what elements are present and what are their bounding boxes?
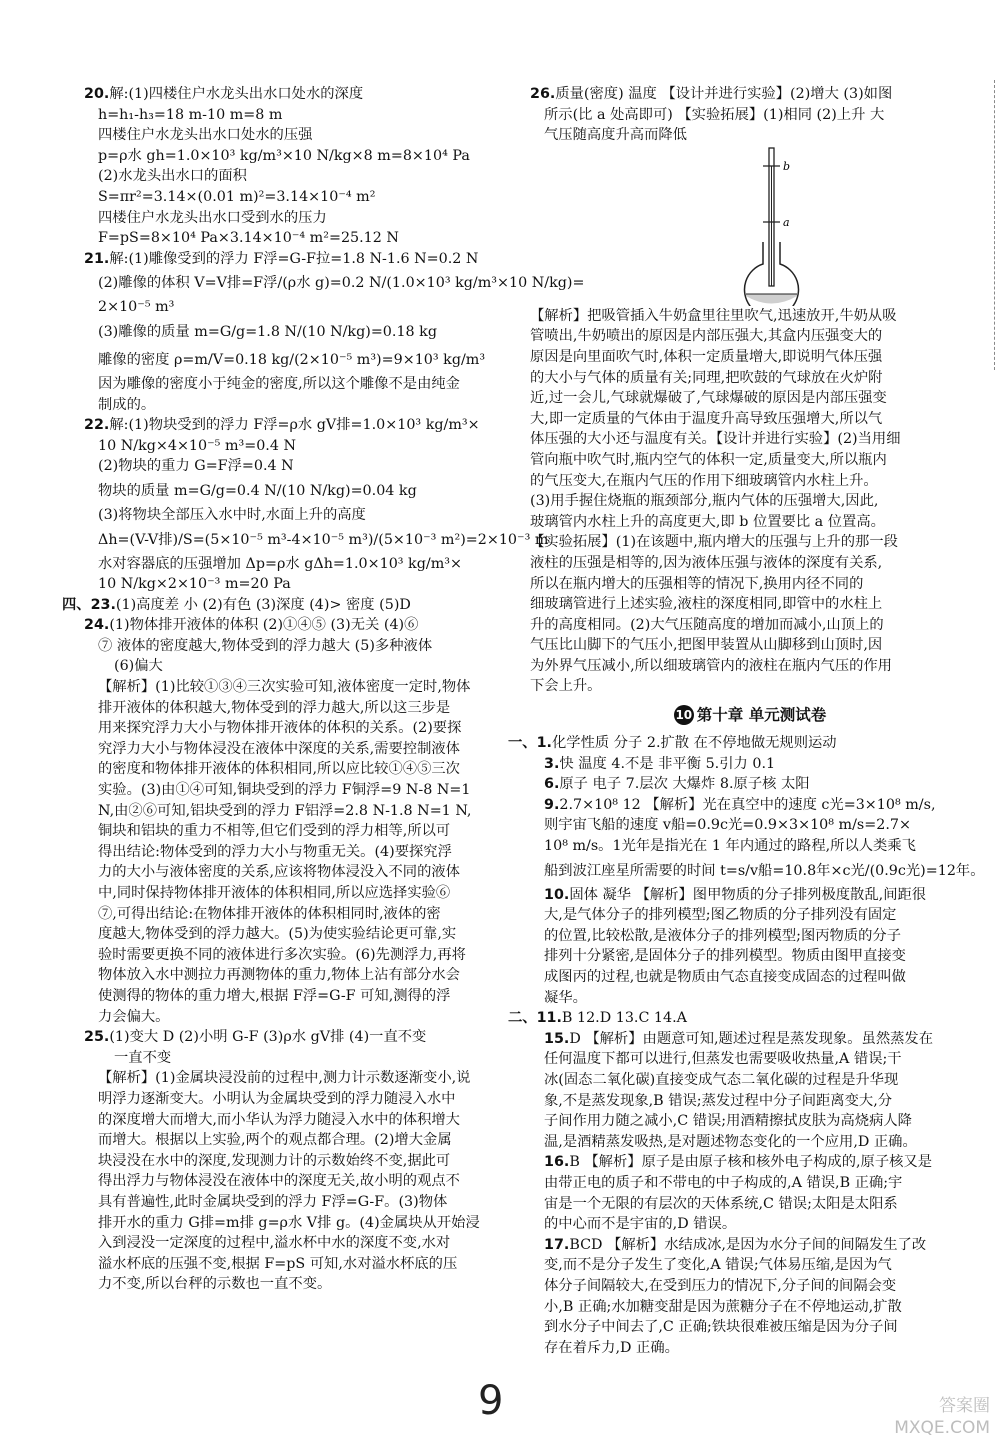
q26-analysis-line: 气压比山脚下的气压小,把图甲装置从山脚移到山顶时,因 bbox=[530, 637, 883, 654]
question-number: 17. bbox=[544, 1236, 570, 1253]
q26-analysis-line: 管向瓶中吹气时,瓶内空气的体积一定,质量变大,所以瓶内 bbox=[530, 451, 887, 468]
ch10-line: 10.固体 凝华 【解析】图甲物质的分子排列极度散乱,间距很 bbox=[544, 886, 927, 903]
flask-diagram bbox=[530, 146, 970, 306]
ch10-line: 宙是一个无限的有层次的天体系统,C 错误;太阳是太阳系 bbox=[544, 1195, 898, 1212]
q22-line: (2)物块的重力 G=F浮=0.4 N bbox=[98, 458, 294, 475]
watermark-line: 答案圈 bbox=[939, 1396, 990, 1416]
ch10-line: 由带正电的质子和不带电的中子构成的,A 错误,B 正确;宇 bbox=[544, 1174, 903, 1191]
q25-analysis-line: 入到浸没一定深度的过程中,溢水杯中水的深度不变,水对 bbox=[98, 1235, 451, 1252]
question-number: 9. bbox=[544, 796, 560, 813]
q24-analysis-line: 【解析】(1)比较①③④三次实验可知,液体密度一定时,物体 bbox=[98, 679, 471, 696]
q22-line: (3)将物块全部压入水中时,水面上升的高度 bbox=[98, 506, 366, 523]
question-number: 3. bbox=[544, 755, 560, 772]
q24-analysis-line: 中,同时保持物体排开液体的体积相同,所以应选择实验⑥ bbox=[98, 885, 451, 901]
ch10-line: 变,而不是分子发生了变化,A 错误;气体易压缩,是因为气 bbox=[544, 1257, 892, 1274]
q24-analysis-line: ⑦,可得出结论:在物体排开液体的体积相同时,液体的密 bbox=[98, 905, 441, 922]
q21-line: 雕像的密度 ρ=m/V=0.18 kg/(2×10⁻⁵ m³)=9×10³ kg/m³ bbox=[98, 351, 486, 368]
ch10-line: 任何温度下都可以进行,但蒸发也需要吸收热量,A 错误;干 bbox=[544, 1051, 902, 1068]
ch10-line: 小,B 正确;水加糖变甜是因为蔗糖分子在不停地运动,扩散 bbox=[544, 1298, 902, 1315]
q24-analysis-line: 用来探究浮力大小与物体排开液体的体积的关系。(2)要探 bbox=[98, 720, 462, 737]
q25-line: 25.(1)变大 D (2)小明 G-F (3)ρ水 gV排 (4)一直不变 bbox=[84, 1029, 427, 1046]
q26-analysis-line: 的气压变大,在瓶内气压的作用下细玻璃管内水柱上升。 bbox=[530, 472, 878, 489]
ch10-line: 子间作用力随之减小,C 错误;用酒精擦拭皮肤为高烧病人降 bbox=[544, 1113, 912, 1130]
q25-analysis-line: 明浮力逐渐变大。小明认为金属块受到的浮力随浸入水中 bbox=[98, 1090, 456, 1107]
q26-analysis-line: 为外界气压减小,所以细玻璃管内的液柱在瓶内气压的作用 bbox=[530, 657, 892, 674]
question-number: 26. bbox=[530, 86, 556, 102]
q21-line: 2×10⁻⁵ m³ bbox=[98, 299, 175, 316]
right-column-top bbox=[508, 84, 985, 1358]
ch10-line: 体分子间隔较大,在受到压力的情况下,分子间的间隔会变 bbox=[544, 1277, 897, 1294]
question-number: 25. bbox=[84, 1029, 110, 1046]
chapter-number-badge: 10 bbox=[674, 705, 694, 725]
q22-line: Δh=(V-V排)/S=(5×10⁻⁵ m³-4×10⁻⁵ m³)/(5×10⁻³ m²)=2×10⁻³ m bbox=[98, 531, 549, 548]
question-number: 一、1. bbox=[508, 735, 552, 752]
flask-liquid bbox=[746, 294, 797, 304]
ch10-line: 象,不是蒸发现象,B 错误;蒸发过程中分子间距离变大,分 bbox=[544, 1092, 893, 1109]
question-number: 6. bbox=[544, 776, 560, 793]
question-number: 二、11. bbox=[508, 1010, 562, 1027]
q20-line: h=h₁-h₃=18 m-10 m=8 m bbox=[98, 106, 283, 123]
q24-line: (6)偏大 bbox=[114, 658, 163, 675]
q21-line: 制成的。 bbox=[98, 396, 156, 413]
q26-analysis-line: 大,即一定质量的气体由于温度升高导致压强增大,所以气 bbox=[530, 410, 883, 427]
q24-line: ⑦ 液体的密度越大,物体受到的浮力越大 (5)多种液体 bbox=[98, 637, 433, 654]
ch10-line: 大,是气体分子的排列模型;图乙物质的分子排列没有固定 bbox=[544, 907, 897, 924]
q24-analysis-line: 的密度和物体排开液体的体积相同,所以应比较①④⑤三次 bbox=[98, 761, 460, 778]
q24-analysis-line: 验时需要更换不同的液体进行多次实验。(6)先测浮力,再将 bbox=[98, 946, 466, 963]
q25-analysis-line: 块浸没在水中的深度,发现测力计的示数始终不变,据此可 bbox=[98, 1152, 451, 1169]
q21-line: 21.解:(1)雕像受到的浮力 F浮=G-F拉=1.8 N-1.6 N=0.2 N bbox=[84, 250, 479, 267]
q22-line: 物块的质量 m=G/g=0.4 N/(10 N/kg)=0.04 kg bbox=[98, 482, 417, 499]
q26-analysis-line: 【解析】把吸管插入牛奶盒里往里吹气,迅速放开,牛奶从吸 bbox=[530, 307, 897, 324]
q26-analysis-line: 原因是向里面吹气时,体积一定质量增大,即说明气体压强 bbox=[530, 348, 883, 365]
ch10-line: 6.原子 电子 7.层次 大爆炸 8.原子核 太阳 bbox=[544, 776, 810, 793]
q24-analysis-line: N,由②⑥可知,铝块受到的浮力 F铝浮=2.8 N-1.8 N=1 N, bbox=[98, 802, 472, 819]
q26-analysis-line: 体压强的大小还与温度有关。【设计并进行实验】(2)当用细 bbox=[530, 431, 901, 448]
q21-line: 因为雕像的密度小于纯金的密度,所以这个雕像不是由纯金 bbox=[98, 375, 460, 392]
q20-line: (2)水龙头出水口的面积 bbox=[98, 168, 247, 185]
ch10-line: 9.2.7×10⁸ 12 【解析】光在真空中的速度 c光=3×10⁸ m/s, bbox=[544, 796, 936, 813]
ch10-line: 成图丙的过程,也就是物质由气态直接变成固态的过程叫做 bbox=[544, 969, 906, 985]
q22-line: 10 N/kg×2×10⁻³ m=20 Pa bbox=[98, 576, 291, 593]
q25-line: 一直不变 bbox=[114, 1049, 172, 1066]
q20-line: 四楼住户水龙头出水口处水的压强 bbox=[98, 127, 313, 144]
q25-analysis-line: 的深度增大而增大,而小华认为浮力随浸入水中的体积增大 bbox=[98, 1111, 460, 1128]
q24-analysis-line: 力会偏大。 bbox=[98, 1008, 170, 1025]
flask-apparatus-figure bbox=[530, 146, 970, 306]
q24-analysis-line: 铜块和铝块的重力不相等,但它们受到的浮力相等,所以可 bbox=[98, 823, 451, 840]
q24-analysis-line: 得出结论:物体受到的浮力大小与物重无关。(4)要探究浮 bbox=[98, 843, 452, 860]
q23-line: 四、23.(1)高度差 小 (2)有色 (3)深度 (4)> 密度 (5)D bbox=[62, 596, 411, 613]
q22-line: 10 N/kg×4×10⁻⁵ m³=0.4 N bbox=[98, 437, 297, 454]
q20-line: 四楼住户水龙头出水口受到水的压力 bbox=[98, 209, 327, 226]
q25-analysis-line: 【解析】(1)金属块浸没前的过程中,测力计示数逐渐变小,说 bbox=[98, 1070, 471, 1087]
q26-line: 所示(比 a 处高即可) 【实验拓展】(1)相同 (2)上升 大 bbox=[544, 106, 885, 123]
q26-analysis-line: 的大小与气体的质量有关;同理,把吹鼓的气球放在火炉附 bbox=[530, 369, 883, 386]
q24-analysis-line: 力的大小与液体密度的关系,应该将物体浸没入不同的液体 bbox=[98, 864, 460, 881]
ch10-line: 则宇宙飞船的速度 v船=0.9c光=0.9×3×10⁸ m/s=2.7× bbox=[544, 817, 911, 834]
q21-line: (2)雕像的体积 V=V排=F浮/(ρ水 g)=0.2 N/(1.0×10³ kg/m³×10 N/kg)= bbox=[98, 275, 585, 292]
page-edge-marker bbox=[994, 80, 1000, 370]
question-number: 22. bbox=[84, 417, 110, 434]
q22-line: 22.解:(1)物块受到的浮力 F浮=ρ水 gV排=1.0×10³ kg/m³× bbox=[84, 417, 480, 434]
page-number: 9 bbox=[478, 1378, 504, 1424]
ch10-line: 船到波江座星所需要的时间 t=s/v船=10.8年×c光/(0.9c光)=12年。 bbox=[544, 862, 985, 879]
q20-line: F=pS=8×10⁴ Pa×3.14×10⁻⁴ m²=25.12 N bbox=[98, 230, 399, 247]
ch10-line: 3.快 温度 4.不是 非平衡 5.引力 0.1 bbox=[544, 755, 776, 772]
question-number: 16. bbox=[544, 1154, 570, 1171]
question-number: 24. bbox=[84, 617, 110, 634]
ch10-line: 一、1.化学性质 分子 2.扩散 在不停地做无规则运动 bbox=[508, 735, 837, 752]
ch10-line: 15.D 【解析】由题意可知,题述过程是蒸发现象。虽然蒸发在 bbox=[544, 1030, 934, 1047]
watermark-line: MXQE.COM bbox=[894, 1418, 990, 1438]
watermark bbox=[894, 1395, 990, 1439]
ch10-line: 温,是酒精蒸发吸热,是对题述物态变化的一个应用,D 正确。 bbox=[544, 1133, 917, 1150]
q24-analysis-line: 度越大,物体受到的浮力越大。(5)为使实验结论更可靠,实 bbox=[98, 926, 457, 943]
q26-analysis-line: 下会上升。 bbox=[530, 678, 602, 695]
ch10-line: 存在着斥力,D 正确。 bbox=[544, 1339, 679, 1356]
q25-analysis-line: 而增大。根据以上实验,两个的观点都合理。(2)增大金属 bbox=[98, 1132, 452, 1149]
ch10-line: 10⁸ m/s。1光年是指光在 1 年内通过的路程,所以人类乘飞 bbox=[544, 838, 916, 855]
q20-line: S=πr²=3.14×(0.01 m)²=3.14×10⁻⁴ m² bbox=[98, 188, 376, 205]
q22-line: 水对容器底的压强增加 Δp=ρ水 gΔh=1.0×10³ kg/m³× bbox=[98, 555, 462, 572]
ch10-line: 到水分子中间去了,C 正确;铁块很难被压缩是因为分子间 bbox=[544, 1319, 898, 1336]
q26-analysis-line: 【实验拓展】(1)在该题中,瓶内增大的压强与上升的那一段 bbox=[530, 534, 898, 551]
q25-analysis-line: 力不变,所以台秤的示数也一直不变。 bbox=[98, 1276, 332, 1293]
question-number: 15. bbox=[544, 1030, 570, 1047]
ch10-line: 排列十分紧密,是固体分子的排列模型。物质由图甲直接变 bbox=[544, 948, 906, 965]
q26-analysis-line: 近,过一会儿,气球就爆破了,气球爆破的原因是内部压强变 bbox=[530, 390, 887, 407]
q24-analysis-line: 使测得的物体的重力增大,根据 F浮=G-F 可知,测得的浮 bbox=[98, 987, 451, 1004]
q25-analysis-line: 得出浮力与物体浸没在液体中的深度无关,故小明的观点不 bbox=[98, 1173, 460, 1190]
q25-analysis-line: 具有普遍性,此时金属块受到的浮力 F浮=G-F。(3)物体 bbox=[98, 1193, 448, 1210]
q26-analysis-line: 液柱的压强是相等的,因为液体压强与液体的深度有关系, bbox=[530, 554, 883, 571]
q26-line: 气压随高度升高而降低 bbox=[544, 127, 687, 144]
q26-analysis-line: 升的高度相同。(2)大气压随高度的增加而减小,山顶上的 bbox=[530, 616, 884, 633]
question-number: 四、23. bbox=[62, 596, 116, 613]
q20-line: p=ρ水 gh=1.0×10³ kg/m³×10 N/kg×8 m=8×10⁴ Pa bbox=[98, 147, 470, 164]
ch10-line: 的位置,比较松散,是液体分子的排列模型;图丙物质的分子 bbox=[544, 927, 902, 944]
ch10-line: 冰(固态二氧化碳)直接变成气态二氧化碳的过程是升华现 bbox=[544, 1071, 899, 1088]
chapter-heading bbox=[530, 703, 970, 725]
q24-analysis-line: 实验。(3)由①④可知,铜块受到的浮力 F铜浮=9 N-8 N=1 bbox=[98, 782, 471, 799]
label-a: a bbox=[783, 215, 790, 229]
q24-analysis-line: 排开液体的体积越大,物体受到的浮力越大,所以这三步是 bbox=[98, 699, 451, 716]
question-number: 21. bbox=[84, 250, 110, 267]
q20-line: 20.解:(1)四楼住户水龙头出水口处水的深度 bbox=[84, 86, 364, 102]
q25-analysis-line: 溢水杯底的压强不变,根据 F=pS 可知,水对溢水杯底的压 bbox=[98, 1255, 458, 1272]
ch10-line: 二、11.B 12.D 13.C 14.A bbox=[508, 1010, 687, 1027]
q24-analysis-line: 究浮力大小与物体浸没在液体中深度的关系,需要控制液体 bbox=[98, 740, 460, 757]
question-number: 20. bbox=[84, 86, 110, 102]
q26-analysis-line: 管喷出,牛奶喷出的原因是内部压强大,其盒内压强变大的 bbox=[530, 328, 883, 345]
ch10-line: 凝华。 bbox=[544, 989, 587, 1006]
q21-line: (3)雕像的质量 m=G/g=1.8 N/(10 N/kg)=0.18 kg bbox=[98, 323, 437, 340]
q24-analysis-line: 物体放入水中测拉力再测物体的重力,物体上沾有部分水会 bbox=[98, 967, 460, 984]
q24-line: 24.(1)物体排开液体的体积 (2)①④⑤ (3)无关 (4)⑥ bbox=[84, 617, 419, 634]
q26-analysis-line: 细玻璃管进行上述实验,液柱的深度相同,即管中的水柱上 bbox=[530, 596, 883, 613]
ch10-line: 16.B 【解析】原子是由原子核和核外电子构成的,原子核又是 bbox=[544, 1154, 933, 1171]
question-number: 10. bbox=[544, 886, 570, 903]
q26-analysis-line: (3)用手握住烧瓶的瓶颈部分,瓶内气体的压强增大,因此, bbox=[530, 493, 879, 510]
label-b: b bbox=[783, 159, 791, 173]
q26-analysis-line: 玻璃管内水柱上升的高度更大,即 b 位置要比 a 位置高。 bbox=[530, 513, 885, 530]
ch10-line: 17.BCD 【解析】水结成冰,是因为水分子间的间隔发生了改 bbox=[544, 1236, 927, 1253]
q25-analysis-line: 排开水的重力 G排=m排 g=ρ水 V排 g。(4)金属块从开始浸 bbox=[98, 1214, 480, 1231]
ch10-line: 的中心而不是宇宙的,D 错误。 bbox=[544, 1216, 737, 1233]
q26-line: 26.质量(密度) 温度 【设计并进行实验】(2)增大 (3)如图 bbox=[530, 86, 893, 102]
chapter-title: 第十章 单元测试卷 bbox=[696, 706, 827, 725]
q26-analysis-line: 所以在瓶内增大的压强相等的情况下,换用内径不同的 bbox=[530, 575, 864, 592]
